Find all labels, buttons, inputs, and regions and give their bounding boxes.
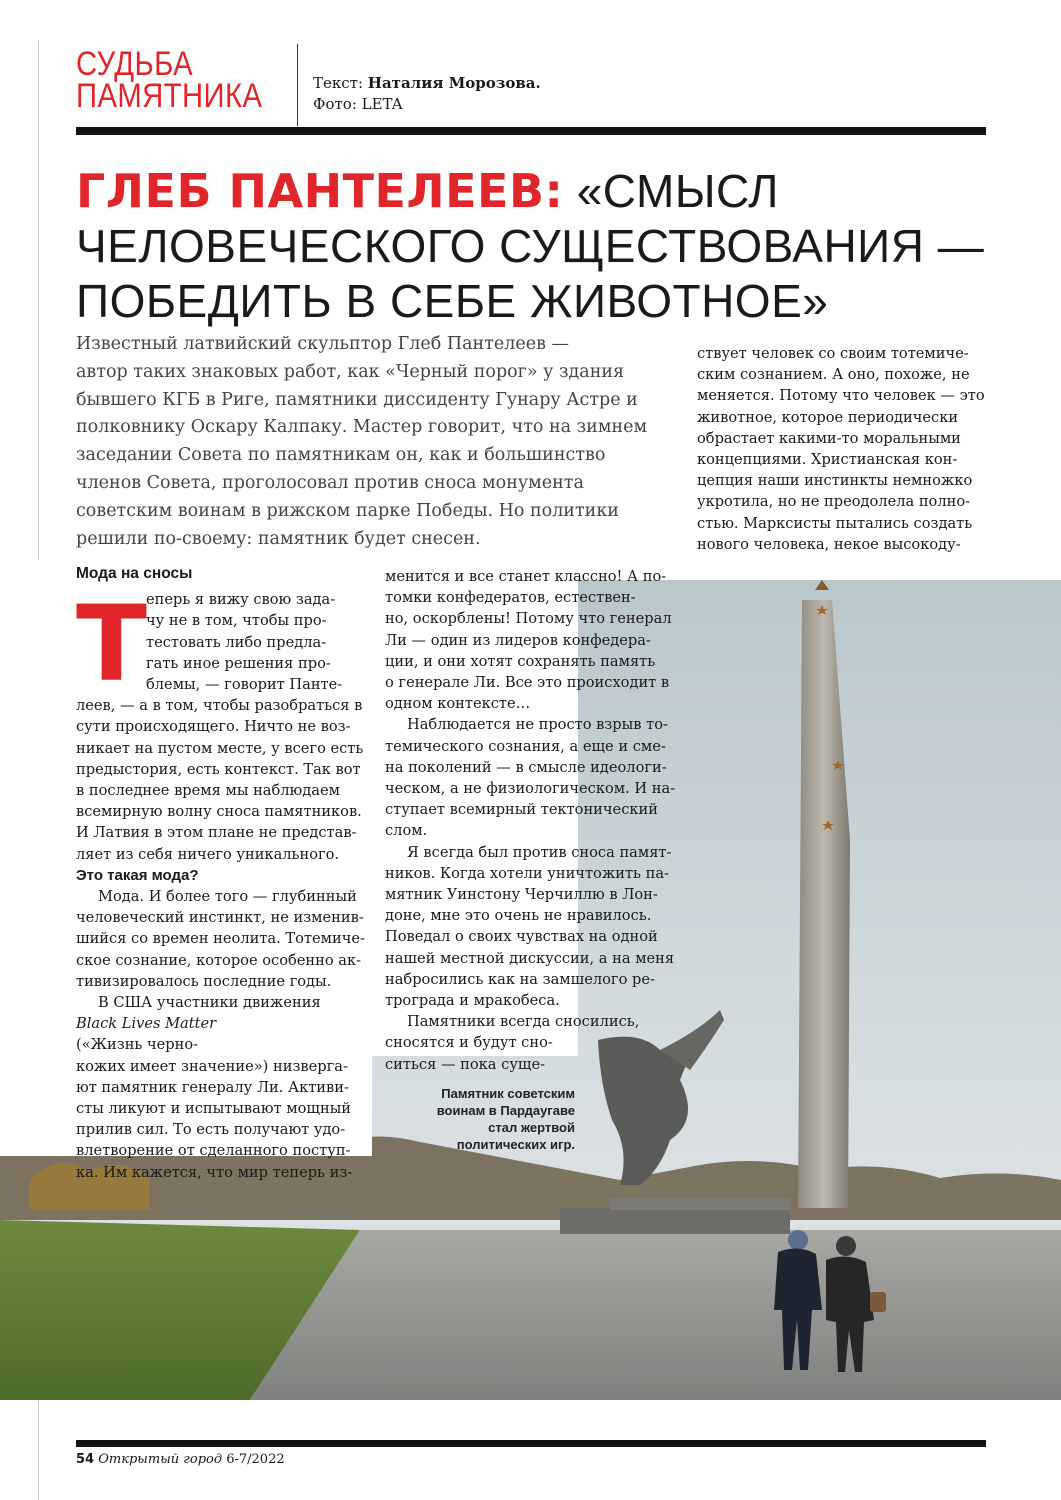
lead-line: полковнику Оскару Калпаку. Мастер говорит, что на зимнем [76, 417, 648, 438]
lead-line: Известный латвийский скульптор Глеб Пантелеев — [76, 334, 569, 354]
text-line: доне, мне это очень не нравилось. [385, 907, 652, 925]
text-line: В США участники движения [98, 994, 321, 1012]
page-number: 54 [76, 1452, 95, 1467]
monument-base [560, 1208, 790, 1234]
text-line: меняется. Потому что человек — это [697, 387, 985, 405]
text-line: Поведал о своих чувствах на одной [385, 928, 658, 946]
text-line: ствует человек со своим тотемиче- [697, 345, 969, 362]
text-line: Ли — один из лидеров конфедера- [385, 631, 651, 649]
movement-name: Black Lives Matter [76, 1015, 217, 1033]
caption-line: Памятник советским [441, 1086, 575, 1101]
text-line: никает на пустом месте, у всего есть [76, 739, 364, 757]
author-credit [313, 73, 541, 94]
text-line: ситься — пока суще- [385, 1055, 546, 1073]
text-line: укротила, но не преодолела полно- [697, 493, 971, 511]
section-subhead: Мода на сносы [76, 565, 193, 582]
text-line: обрастает какими-то моральными [697, 429, 961, 447]
text-line: тивизировалось последние годы. [76, 972, 332, 990]
rubric-line-2: ПАМЯТНИКА [76, 77, 263, 115]
text-line: менится и все станет классно! А по- [385, 568, 667, 585]
right-column-text [697, 343, 997, 576]
text-line: ское сознание, которое особенно ак- [76, 951, 362, 969]
lead-line: бывшего КГБ в Риге, памятники диссиденту Гунару Астре и [76, 389, 638, 410]
text-line: блемы, — говорит Панте- [146, 676, 343, 694]
text-line: гать иное решения про- [146, 654, 331, 672]
lead-line: членов Совета, проголосовал против сноса монумента [76, 472, 584, 493]
text-line: животное, которое периодически [697, 408, 959, 426]
text-line: ляет из себя ничего уникального. [76, 845, 340, 863]
caption-line: политических игр. [456, 1137, 575, 1152]
section-rubric [76, 45, 293, 115]
text-line: нашей местной дискуссии, а на меня [385, 949, 675, 967]
headline-line-3: ПОБЕДИТЬ В СЕБЕ ЖИВОТНОЕ» [76, 275, 829, 327]
text-line: еперь я вижу свою зада- [146, 591, 336, 609]
text-line: сути происходящего. Ничто не воз- [76, 718, 351, 736]
text-line: ют памятник генералу Ли. Активи- [76, 1078, 349, 1096]
photo-credit: Фото: LETA [313, 95, 403, 113]
text-line: человеческий инстинкт, не изменив- [76, 909, 364, 927]
text-line: трограда и мракобеса. [385, 992, 560, 1010]
header-divider [297, 44, 298, 126]
text-line: нового человека, некое высокоду- [697, 535, 961, 553]
text-line [76, 1013, 366, 1055]
headline-name: ГЛЕБ ПАНТЕЛЕЕВ: [76, 164, 564, 218]
article-lead [76, 331, 656, 553]
text-line: шийся со времен неолита. Тотемиче- [76, 930, 365, 948]
text-line: ским сознанием. А оно, похоже, не [697, 366, 970, 384]
text-line: ка. Им кажется, что мир теперь из- [76, 1163, 353, 1181]
text-line: прилив сил. То есть получают удо- [76, 1121, 346, 1139]
text-label: Текст: [313, 74, 368, 92]
article-headline [76, 164, 1006, 329]
headline-line-2: ЧЕЛОВЕЧЕСКОГО СУЩЕСТВОВАНИЯ — [76, 220, 985, 272]
text-line: но, оскорблены! Потому что генерал [385, 610, 672, 628]
text-line: Наблюдается не просто взрыв то- [407, 716, 668, 734]
text-line: Я всегда был против сноса памят- [407, 843, 672, 861]
text-line: мятник Уинстону Черчиллю в Лон- [385, 886, 658, 904]
magazine-name: Открытый город [94, 1452, 223, 1467]
text-line: слом. [385, 822, 428, 840]
text-line: чу не в том, чтобы про- [146, 612, 327, 630]
text-line: всемирную волну сноса памятников. [76, 803, 362, 821]
text-line: тестовать либо предла- [146, 633, 327, 651]
text-line: влетворение от сделанного поступ- [76, 1142, 351, 1160]
headline-quote-start: «СМЫСЛ [563, 165, 779, 217]
column-2 [385, 566, 675, 1075]
lead-line: автор таких знаковых работ, как «Черный порог» у здания [76, 361, 625, 382]
lead-line: решили по-своему: памятник будет снесен. [76, 528, 481, 549]
author-name: Наталия Морозова. [367, 74, 541, 92]
text-line: ческом, а не физиологическом. И на- [385, 780, 676, 798]
lead-line: заседании Совета по памятникам он, как и большинство [76, 445, 606, 466]
text-line: томки конфедератов, естествен- [385, 589, 636, 607]
text-line: о генерале Ли. Все это происходит в [385, 674, 670, 692]
text-line: набросились как на замшелого ре- [385, 970, 655, 988]
header-rule [76, 127, 986, 135]
text-line: предыстория, есть контекст. Так вот [76, 760, 361, 778]
pavement [250, 1230, 1061, 1400]
text-line: в последнее время мы наблюдаем [76, 782, 340, 800]
drop-cap: Т [76, 583, 147, 705]
credits [313, 73, 541, 115]
interview-question: Это такая мода? [76, 866, 199, 884]
caption-line: стал жертвой [488, 1120, 575, 1135]
photo-caption [395, 1085, 575, 1153]
text-line: на поколений — в смысле идеологи- [385, 758, 667, 776]
text-line: цепция наши инстинкты немножко [697, 472, 973, 490]
text-line: Мода. И более того — глубинный [98, 888, 357, 906]
text-line: стью. Марксисты пытались создать [697, 514, 973, 532]
text-line: Памятники всегда сносились, [407, 1013, 640, 1031]
text-line: одном контексте… [385, 695, 531, 713]
text-line: ции, и они хотят сохранять память [385, 652, 656, 670]
rubric-line-1: СУДЬБА [76, 45, 194, 83]
text-line: темического сознания, а еще и сме- [385, 737, 666, 755]
headline-line-1 [76, 164, 1006, 219]
page-footer [76, 1452, 285, 1467]
text-line: кожих имеет значение») низверга- [76, 1057, 348, 1075]
lead-line: советским воинам в рижском парке Победы. Но политики [76, 500, 619, 521]
text-line: ступает всемирный тектонический [385, 801, 658, 819]
text-line: ников. Когда хотели уничтожить па- [385, 864, 669, 882]
text-line: сносятся и будут сно- [385, 1034, 553, 1052]
photo-mask-top [690, 560, 1008, 580]
text-line: леев, — а в том, чтобы разобраться в [76, 697, 363, 715]
footer-rule [76, 1440, 986, 1447]
text-line: концепциями. Христианская кон- [697, 451, 958, 469]
issue-number: 6-7/2022 [222, 1452, 285, 1467]
text-line: И Латвия в этом плане не представ- [76, 824, 357, 842]
text-line: сты ликуют и испытывают мощный [76, 1100, 352, 1118]
caption-line: воинам в Пардаугаве [436, 1103, 575, 1118]
text-fragment: («Жизнь черно- [76, 1036, 199, 1054]
